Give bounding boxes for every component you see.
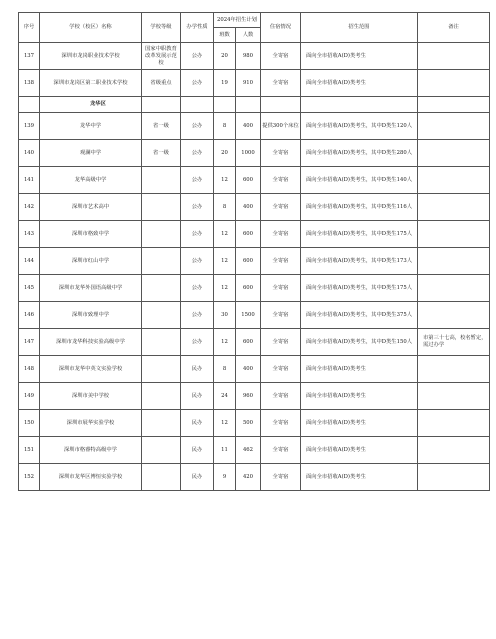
cell-no: 140 xyxy=(19,140,40,167)
cell-no: 149 xyxy=(19,383,40,410)
table-row xyxy=(19,221,490,248)
cell-people: 910 xyxy=(236,70,261,97)
cell-classes: 8 xyxy=(214,113,236,140)
cell-remarks xyxy=(418,437,490,464)
header-level: 学校等级 xyxy=(142,13,181,43)
cell-people: 1500 xyxy=(236,302,261,329)
cell-classes: 20 xyxy=(214,140,236,167)
cell-people: 600 xyxy=(236,221,261,248)
cell-scope: 面向全市招收A(D)类考生，其中D类生280人 xyxy=(301,140,418,167)
cell-remarks xyxy=(418,383,490,410)
cell-remarks xyxy=(418,43,490,70)
cell-no: 143 xyxy=(19,221,40,248)
cell-classes: 24 xyxy=(214,383,236,410)
cell-remarks xyxy=(418,167,490,194)
cell-school: 深圳市致理中学 xyxy=(40,302,142,329)
cell-classes: 11 xyxy=(214,437,236,464)
header-classes: 班数 xyxy=(214,28,236,43)
cell-no: 152 xyxy=(19,464,40,491)
cell-level: 国家中职教育改革发展示范校 xyxy=(142,43,181,70)
cell-scope: 面向全市招收A(D)类考生 xyxy=(301,383,418,410)
cell-boarding: 全寄宿 xyxy=(261,383,301,410)
cell-nature: 公办 xyxy=(181,275,214,302)
cell-people: 600 xyxy=(236,275,261,302)
table-body-b xyxy=(19,113,490,491)
cell-remarks xyxy=(418,356,490,383)
cell-school: 观澜中学 xyxy=(40,140,142,167)
table-row xyxy=(19,140,490,167)
cell-boarding: 全寄宿 xyxy=(261,194,301,221)
cell-nature: 公办 xyxy=(181,221,214,248)
cell-scope: 面向全市招收A(D)类考生，其中D类生140人 xyxy=(301,167,418,194)
cell-scope: 面向全市招收A(D)类考生，其中D类生120人 xyxy=(301,113,418,140)
cell-classes: 9 xyxy=(214,464,236,491)
cell-nature: 民办 xyxy=(181,437,214,464)
header-plan: 2024年招生计划 xyxy=(214,13,261,28)
cell-remarks xyxy=(418,248,490,275)
cell-boarding: 全寄宿 xyxy=(261,329,301,356)
cell-boarding: 全寄宿 xyxy=(261,356,301,383)
table-row xyxy=(19,113,490,140)
cell-scope: 面向全市招收A(D)类考生，其中D类生116人 xyxy=(301,194,418,221)
cell-classes: 8 xyxy=(214,356,236,383)
header-scope: 招生范围 xyxy=(301,13,418,43)
cell-level xyxy=(142,221,181,248)
table-row xyxy=(19,167,490,194)
cell-nature: 民办 xyxy=(181,410,214,437)
cell-no: 151 xyxy=(19,437,40,464)
cell-no: 139 xyxy=(19,113,40,140)
cell-level xyxy=(142,437,181,464)
cell-boarding: 全寄宿 xyxy=(261,221,301,248)
cell-people: 400 xyxy=(236,356,261,383)
cell-remarks xyxy=(418,302,490,329)
cell-level xyxy=(142,194,181,221)
cell-scope: 面向全市招收A(D)类考生 xyxy=(301,437,418,464)
cell-school: 深圳市展华实验学校 xyxy=(40,410,142,437)
cell-school: 深圳市格睿特高级中学 xyxy=(40,437,142,464)
cell-level: 省级重点 xyxy=(142,70,181,97)
cell-school: 龙华中学 xyxy=(40,113,142,140)
cell-people: 400 xyxy=(236,194,261,221)
cell-remarks xyxy=(418,113,490,140)
cell-boarding: 全寄宿 xyxy=(261,140,301,167)
table-row xyxy=(19,437,490,464)
cell-level xyxy=(142,248,181,275)
cell-school: 深圳市美中学校 xyxy=(40,383,142,410)
cell-boarding: 全寄宿 xyxy=(261,410,301,437)
cell-no: 141 xyxy=(19,167,40,194)
cell-nature: 公办 xyxy=(181,43,214,70)
cell-nature: 公办 xyxy=(181,167,214,194)
cell-boarding: 全寄宿 xyxy=(261,437,301,464)
cell-level xyxy=(142,167,181,194)
table-row xyxy=(19,329,490,356)
cell-no: 146 xyxy=(19,302,40,329)
cell-remarks xyxy=(418,70,490,97)
cell-level xyxy=(142,329,181,356)
cell-boarding: 全寄宿 xyxy=(261,464,301,491)
cell-level: 省一级 xyxy=(142,140,181,167)
header-nature: 办学性质 xyxy=(181,13,214,43)
cell-school: 深圳市格致中学 xyxy=(40,221,142,248)
cell-classes: 12 xyxy=(214,248,236,275)
cell-classes: 12 xyxy=(214,329,236,356)
cell-school: 深圳市龙华科技实验高级中学 xyxy=(40,329,142,356)
cell-scope: 面向全市招收A(D)类考生，其中D类生150人 xyxy=(301,329,418,356)
cell-scope: 面向全市招收A(D)类考生 xyxy=(301,70,418,97)
cell-scope: 面向全市招收A(D)类考生 xyxy=(301,43,418,70)
cell-boarding: 全寄宿 xyxy=(261,70,301,97)
cell-people: 600 xyxy=(236,329,261,356)
table-row xyxy=(19,464,490,491)
cell-boarding: 全寄宿 xyxy=(261,43,301,70)
cell-no: 138 xyxy=(19,70,40,97)
cell-boarding: 提供300个床位 xyxy=(261,113,301,140)
cell-nature: 公办 xyxy=(181,113,214,140)
cell-people: 600 xyxy=(236,167,261,194)
cell-remarks xyxy=(418,275,490,302)
header-school: 学校（校区）名称 xyxy=(40,13,142,43)
cell-boarding: 全寄宿 xyxy=(261,248,301,275)
cell-scope: 面向全市招收A(D)类考生 xyxy=(301,464,418,491)
enrollment-table xyxy=(18,12,490,491)
cell-people: 600 xyxy=(236,248,261,275)
cell-level xyxy=(142,464,181,491)
table-row xyxy=(19,275,490,302)
cell-remarks xyxy=(418,464,490,491)
cell-remarks xyxy=(418,194,490,221)
cell-no: 137 xyxy=(19,43,40,70)
cell-scope: 面向全市招收A(D)类考生 xyxy=(301,410,418,437)
cell-nature: 民办 xyxy=(181,356,214,383)
cell-people: 960 xyxy=(236,383,261,410)
table-row xyxy=(19,383,490,410)
cell-classes: 12 xyxy=(214,410,236,437)
cell-no: 144 xyxy=(19,248,40,275)
table-row xyxy=(19,70,490,97)
cell-no: 145 xyxy=(19,275,40,302)
cell-scope: 面向全市招收A(D)类考生，其中D类生175人 xyxy=(301,221,418,248)
cell-level xyxy=(142,275,181,302)
header-no: 序号 xyxy=(19,13,40,43)
cell-level: 省一级 xyxy=(142,113,181,140)
cell-classes: 12 xyxy=(214,221,236,248)
cell-classes: 19 xyxy=(214,70,236,97)
section-body xyxy=(19,97,490,113)
cell-no: 148 xyxy=(19,356,40,383)
cell-scope: 面向全市招收A(D)类考生，其中D类生175人 xyxy=(301,275,418,302)
cell-nature: 公办 xyxy=(181,302,214,329)
cell-no: 142 xyxy=(19,194,40,221)
cell-people: 980 xyxy=(236,43,261,70)
cell-level xyxy=(142,356,181,383)
cell-people: 500 xyxy=(236,410,261,437)
cell-nature: 公办 xyxy=(181,140,214,167)
cell-remarks xyxy=(418,140,490,167)
cell-classes: 8 xyxy=(214,194,236,221)
cell-level xyxy=(142,383,181,410)
cell-classes: 12 xyxy=(214,275,236,302)
cell-classes: 20 xyxy=(214,43,236,70)
header-remarks: 备注 xyxy=(418,13,490,43)
cell-boarding: 全寄宿 xyxy=(261,167,301,194)
cell-no: 150 xyxy=(19,410,40,437)
cell-school: 深圳市龙岗职业技术学校 xyxy=(40,43,142,70)
header-people: 人数 xyxy=(236,28,261,43)
table-row xyxy=(19,43,490,70)
cell-remarks xyxy=(418,410,490,437)
cell-no: 147 xyxy=(19,329,40,356)
cell-scope: 面向全市招收A(D)类考生 xyxy=(301,356,418,383)
cell-boarding: 全寄宿 xyxy=(261,275,301,302)
cell-remarks: 市第三十七高，校名暂定，需过办学 xyxy=(418,329,490,356)
cell-nature: 公办 xyxy=(181,248,214,275)
cell-scope: 面向全市招收A(D)类考生，其中D类生173人 xyxy=(301,248,418,275)
table-row xyxy=(19,194,490,221)
header-boarding: 住宿情况 xyxy=(261,13,301,43)
table-row xyxy=(19,248,490,275)
cell-school: 深圳市红山中学 xyxy=(40,248,142,275)
cell-level xyxy=(142,302,181,329)
cell-classes: 30 xyxy=(214,302,236,329)
cell-nature: 公办 xyxy=(181,70,214,97)
cell-school: 深圳市龙华外国语高级中学 xyxy=(40,275,142,302)
table-row xyxy=(19,302,490,329)
cell-nature: 公办 xyxy=(181,329,214,356)
cell-level xyxy=(142,410,181,437)
cell-people: 462 xyxy=(236,437,261,464)
table-header xyxy=(19,13,490,43)
cell-nature: 民办 xyxy=(181,464,214,491)
cell-scope: 面向全市招收A(D)类考生，其中D类生375人 xyxy=(301,302,418,329)
table-body-a xyxy=(19,43,490,97)
cell-school: 深圳市龙华中英文实验学校 xyxy=(40,356,142,383)
table-row xyxy=(19,356,490,383)
cell-people: 400 xyxy=(236,113,261,140)
cell-school: 深圳市龙华区博恒实验学校 xyxy=(40,464,142,491)
section-row xyxy=(19,97,490,113)
cell-remarks xyxy=(418,221,490,248)
cell-school: 深圳市艺术高中 xyxy=(40,194,142,221)
cell-nature: 公办 xyxy=(181,194,214,221)
cell-classes: 12 xyxy=(214,167,236,194)
cell-school: 龙华高级中学 xyxy=(40,167,142,194)
cell-boarding: 全寄宿 xyxy=(261,302,301,329)
cell-people: 420 xyxy=(236,464,261,491)
cell-nature: 民办 xyxy=(181,383,214,410)
cell-school: 深圳市龙岗区第二职业技术学校 xyxy=(40,70,142,97)
cell-people: 1000 xyxy=(236,140,261,167)
table-row xyxy=(19,410,490,437)
section-title: 龙华区 xyxy=(40,97,142,113)
